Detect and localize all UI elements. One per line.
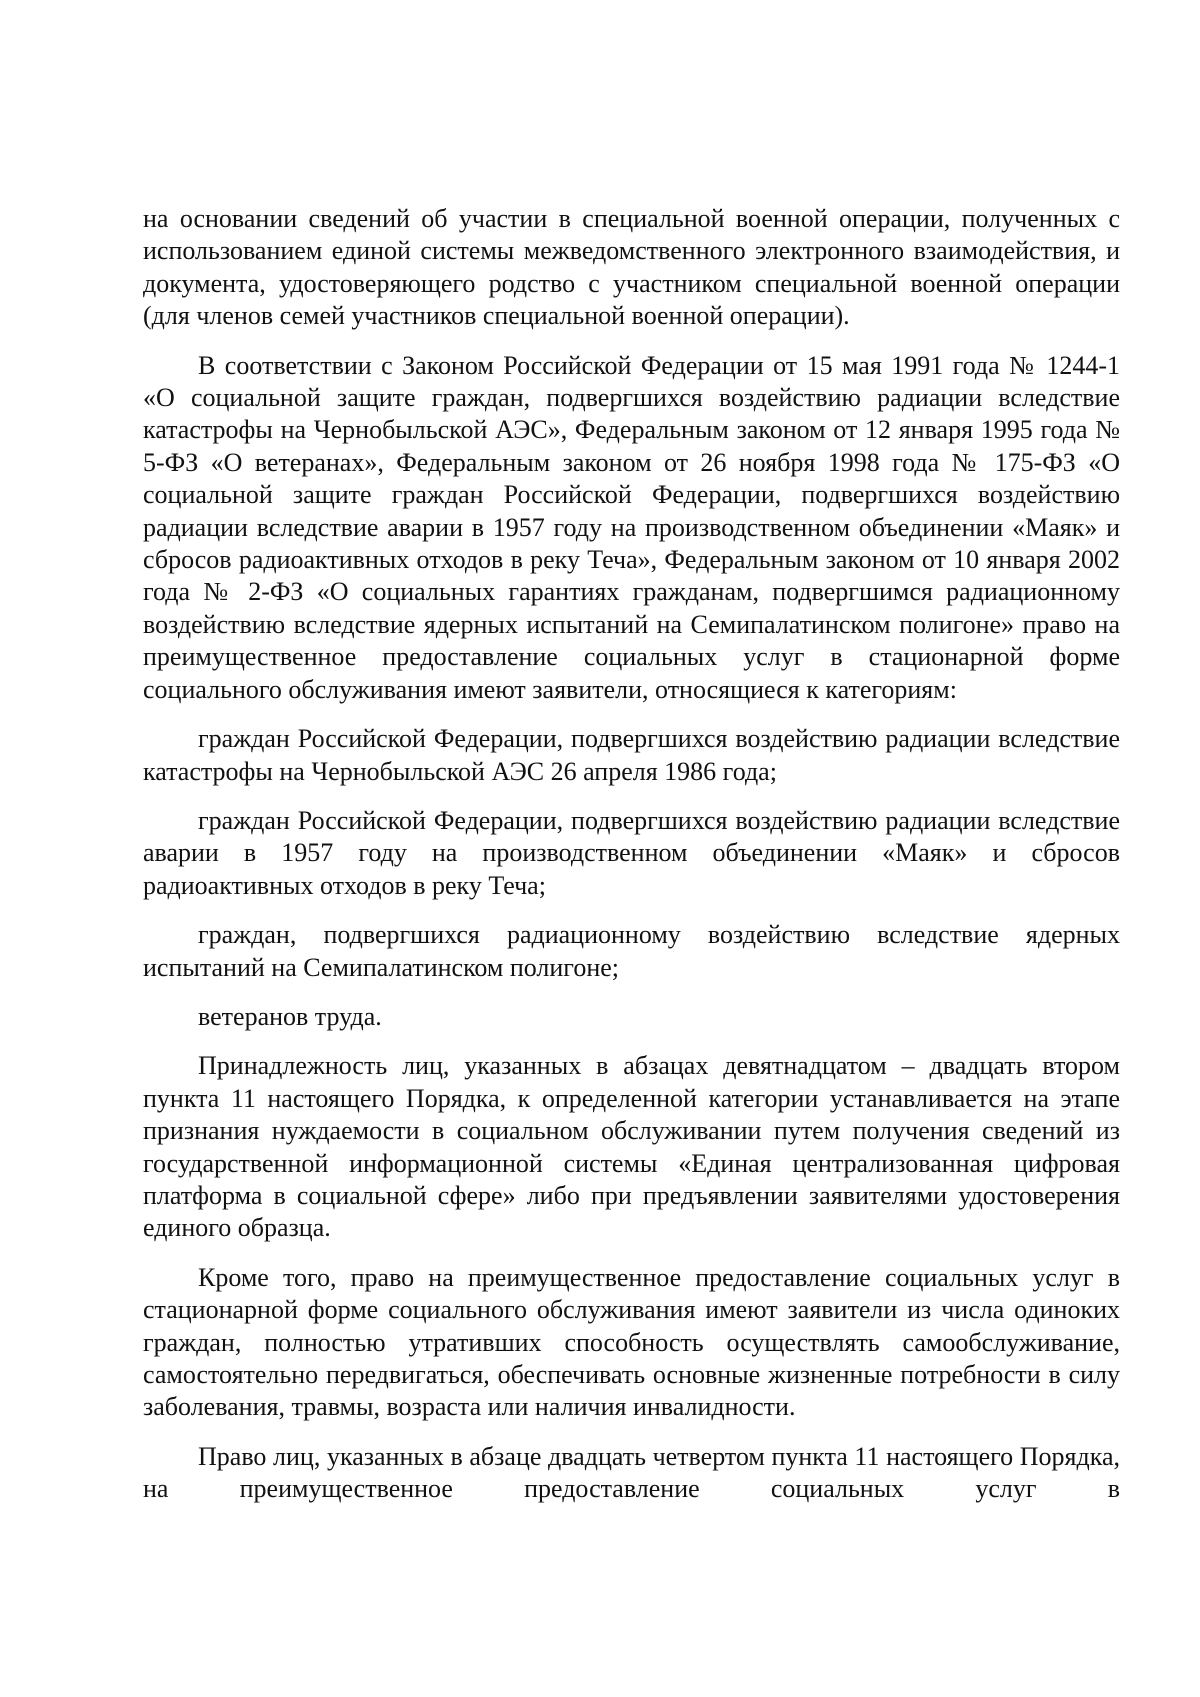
- paragraph-category-verification: Принадлежность лиц, указанных в абзацах девятнадцатом – двадцать втором пункта 11 настоящего Порядка, к определенной категории устанавливается на этапе признания нуждаемости в социальном обслуживании путем получения сведений из государственной информационной системы «Единая централизованная цифровая платформа в социальной сфере» либо при предъявлении заявителями удостоверения единого образца.: [143, 1051, 1120, 1243]
- paragraph-legal-basis: В соответствии с Законом Российской Федерации от 15 мая 1991 года № 1244-1 «О социальной защите граждан, подвергшихся воздействию радиации вследствие катастрофы на Чернобыльской АЭС», Федеральным законом от 12 января 1995 года № 5-ФЗ «О ветеранах», Федеральным законом от 26 ноября 1998 года № 175-ФЗ «О социальной защите граждан Российской Федерации, подвергшихся воздействию радиации вследствие аварии в 1957 году на производственном объединении «Маяк» и сбросов радиоактивных отходов в реку Теча», Федеральным законом от 10 января 2002 года № 2-ФЗ «О социальных гарантиях гражданам, подвергшимся радиационному воздействию вследствие ядерных испытаний на Семипалатинском полигоне» право на преимущественное предоставление социальных услуг в стационарной форме социального обслуживания имеют заявители, относящиеся к категориям:: [143, 350, 1120, 704]
- paragraph-right-of-persons: Право лиц, указанных в абзаце двадцать четвертом пункта 11 настоящего Порядка, на преимущественное предоставление социальных услуг в: [143, 1441, 1120, 1504]
- document-page: [143, 203, 1120, 1523]
- paragraph-category-labor-veterans: ветеранов труда.: [198, 1001, 382, 1031]
- paragraph-category-mayak: граждан Российской Федерации, подвергшихся воздействию радиации вследствие аварии в 1957 году на производственном объединении «Маяк» и сбросов радиоактивных отходов в реку Теча;: [143, 805, 1120, 900]
- paragraph-category-chernobyl: граждан Российской Федерации, подвергшихся воздействию радиации вследствие катастрофы на Чернобыльской АЭС 26 апреля 1986 года;: [143, 724, 1120, 786]
- paragraph-category-semipalatinsk: граждан, подвергшихся радиационному воздействию вследствие ядерных испытаний на Семипалатинском полигоне;: [143, 920, 1120, 982]
- paragraph-single-citizens: Кроме того, право на преимущественное предоставление социальных услуг в стационарной форме социального обслуживания имеют заявители из числа одиноких граждан, полностью утративших способность осуществлять самообслуживание, самостоятельно передвигаться, обеспечивать основные жизненные потребности в силу заболевания, травмы, возраста или наличия инвалидности.: [143, 1262, 1120, 1422]
- paragraph-svo-continuation: на основании сведений об участии в специальной военной операции, полученных с использованием единой системы межведомственного электронного взаимодействия, и документа, удостоверяющего родство с участником специальной военной операции (для членов семей участников специальной военной операции).: [143, 204, 1120, 331]
